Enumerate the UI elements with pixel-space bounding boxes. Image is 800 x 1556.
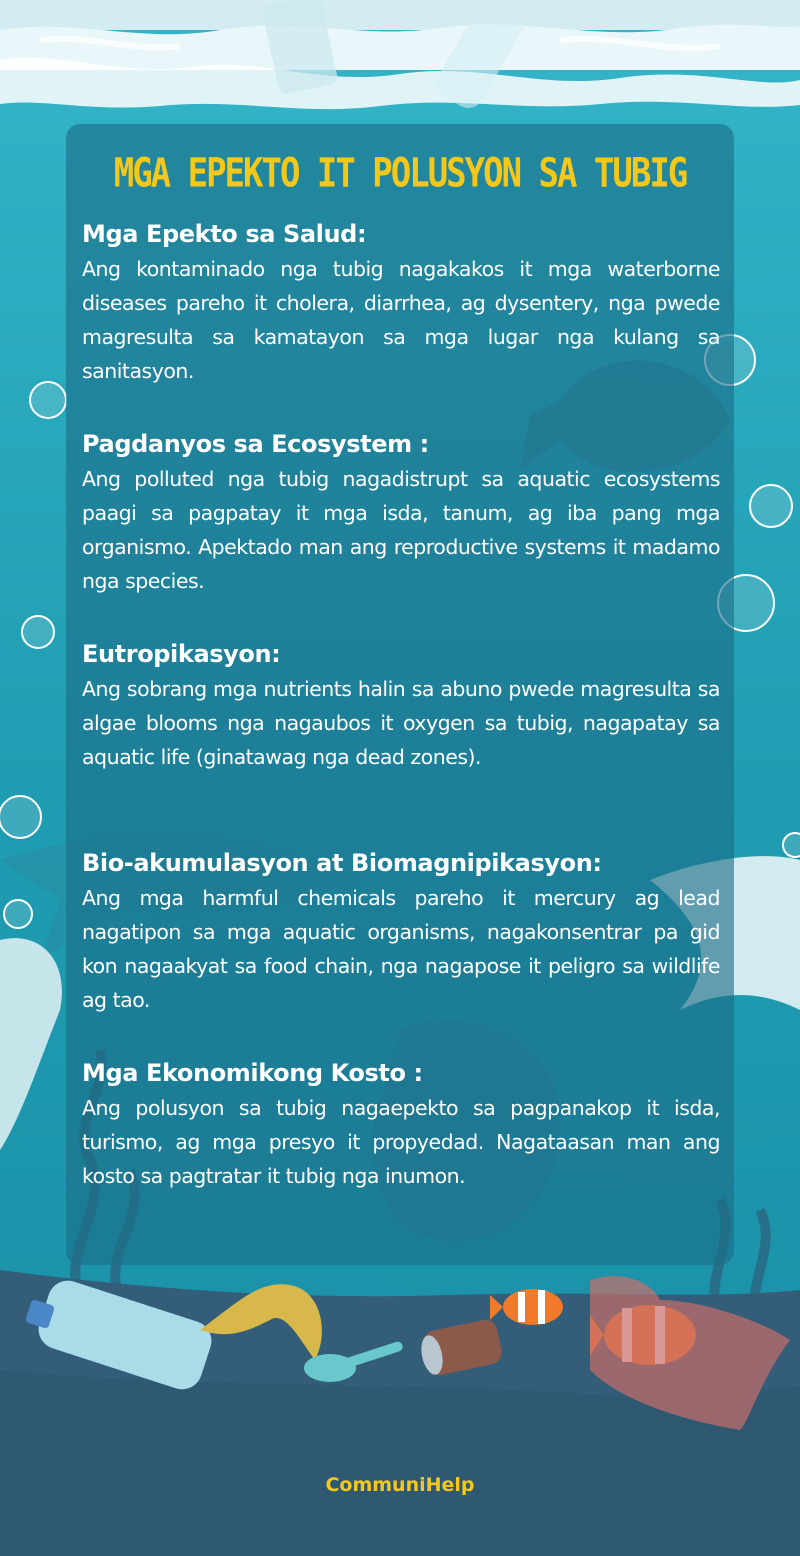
section-heading: Eutropikasyon:: [82, 640, 281, 668]
section-heading: Pagdanyos sa Ecosystem :: [82, 430, 429, 458]
section-heading: Mga Ekonomikong Kosto :: [82, 1059, 423, 1087]
section-economic-costs: [82, 1057, 720, 1193]
brand-footer: CommuniHelp: [325, 1474, 475, 1496]
section-body: Ang kontaminado nga tubig nagakakos it mga waterborne diseases pareho it cholera, diarrhea, ag dysentery, nga pwede magresulta sa kamatayon sa mga lugar nga kulang sa sanitasyon.: [82, 257, 720, 383]
section-bioaccumulation: [82, 847, 720, 1017]
bubble: [4, 900, 32, 928]
section-body: Ang polusyon sa tubig nagaepekto sa pagpanakop it isda, turismo, ag mga presyo it propyedad. Nagataasan man ang kosto sa pagtratar it tubig nga inumon.: [82, 1096, 720, 1188]
bubble: [0, 796, 41, 838]
section-health-effects: [82, 218, 720, 388]
section-body: Ang sobrang mga nutrients halin sa abuno pwede magresulta sa algae blooms nga nagaubos it oxygen sa tubig, nagapatay sa aquatic life (ginatawag nga dead zones).: [82, 677, 720, 769]
page-title: MGA EPEKTO IT POLUSYON SA TUBIG: [113, 150, 687, 198]
sky-strip: [0, 0, 800, 30]
section-body: Ang mga harmful chemicals pareho it mercury ag lead nagatipon sa mga aquatic organisms, nagakonsentrar pa gid kon nagaakyat sa food chain, nga nagapose it peligro sa wildlife ag tao.: [82, 886, 720, 1012]
section-heading: Mga Epekto sa Salud:: [82, 220, 367, 248]
section-heading: Bio-akumulasyon at Biomagnipikasyon:: [82, 849, 602, 877]
bubble: [783, 833, 800, 857]
section-body: Ang polluted nga tubig nagadistrupt sa aquatic ecosystems paagi sa pagpatay it mga isda, tanum, ag iba pang mga organismo. Apektado man ang reproductive systems it madamo nga species.: [82, 467, 720, 593]
section-eutrophication: [82, 638, 720, 774]
section-ecosystem-damage: [82, 428, 720, 598]
bubble: [30, 382, 66, 418]
bubble: [750, 485, 792, 527]
bubble: [22, 616, 54, 648]
